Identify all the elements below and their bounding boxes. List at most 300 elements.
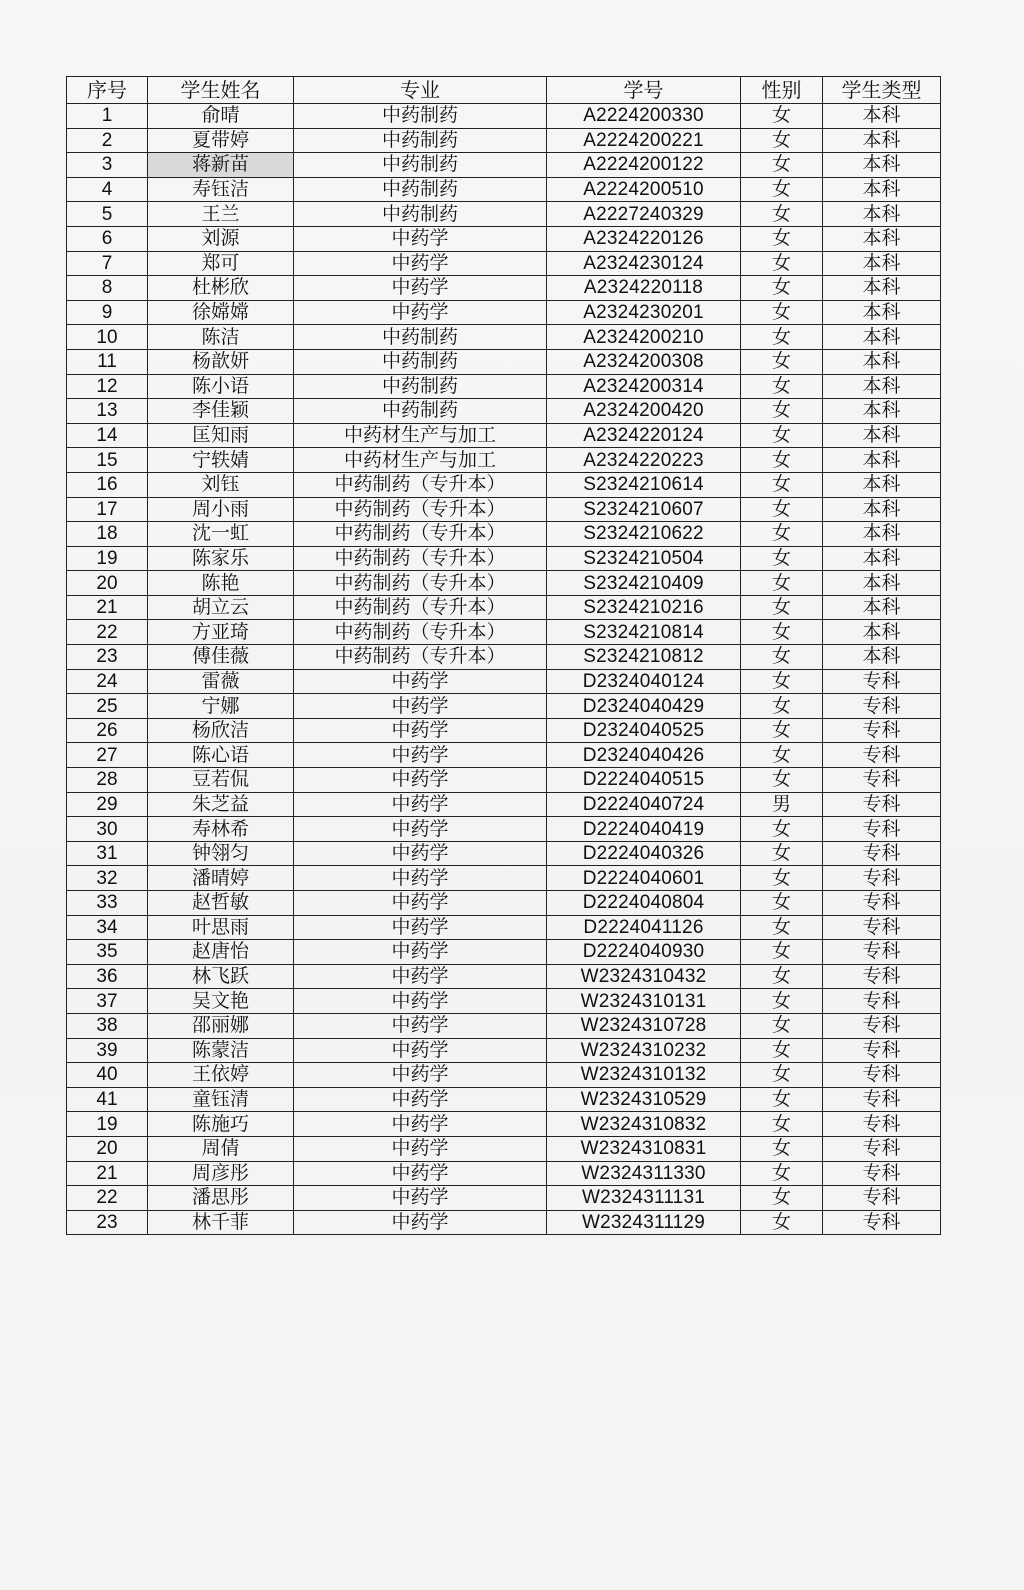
cell-gender: 女 xyxy=(741,251,823,276)
cell-seq: 32 xyxy=(67,866,148,891)
cell-student-id: W2324311129 xyxy=(547,1210,741,1235)
header-major: 专业 xyxy=(294,77,547,104)
cell-seq: 39 xyxy=(67,1038,148,1063)
table-row xyxy=(67,866,941,891)
cell-major: 中药学 xyxy=(294,792,547,817)
cell-student-type: 本科 xyxy=(823,497,941,522)
cell-student-name: 陈施巧 xyxy=(148,1112,294,1137)
cell-student-type: 本科 xyxy=(823,645,941,670)
cell-seq: 8 xyxy=(67,276,148,301)
cell-seq: 29 xyxy=(67,792,148,817)
cell-major: 中药学 xyxy=(294,1112,547,1137)
cell-gender: 女 xyxy=(741,104,823,129)
cell-student-type: 专科 xyxy=(823,792,941,817)
cell-student-type: 专科 xyxy=(823,817,941,842)
cell-seq: 15 xyxy=(67,448,148,473)
cell-seq: 18 xyxy=(67,522,148,547)
cell-student-id: A2224200510 xyxy=(547,177,741,202)
cell-seq: 37 xyxy=(67,989,148,1014)
cell-student-type: 专科 xyxy=(823,964,941,989)
cell-student-type: 本科 xyxy=(823,546,941,571)
cell-major: 中药学 xyxy=(294,1186,547,1211)
cell-student-type: 本科 xyxy=(823,595,941,620)
table-row xyxy=(67,1112,941,1137)
cell-gender: 女 xyxy=(741,399,823,424)
cell-seq: 24 xyxy=(67,669,148,694)
cell-student-name: 王依婷 xyxy=(148,1063,294,1088)
cell-gender: 女 xyxy=(741,423,823,448)
cell-student-name: 叶思雨 xyxy=(148,915,294,940)
cell-student-id: A2324220126 xyxy=(547,226,741,251)
cell-student-name: 杨歆妍 xyxy=(148,349,294,374)
cell-seq: 19 xyxy=(67,1112,148,1137)
cell-student-name: 林千菲 xyxy=(148,1210,294,1235)
cell-student-id: W2324310831 xyxy=(547,1136,741,1161)
cell-student-type: 本科 xyxy=(823,349,941,374)
cell-seq: 26 xyxy=(67,718,148,743)
cell-student-name: 杜彬欣 xyxy=(148,276,294,301)
cell-gender: 女 xyxy=(741,153,823,178)
cell-student-id: S2324210216 xyxy=(547,595,741,620)
cell-major: 中药制药（专升本） xyxy=(294,595,547,620)
cell-gender: 女 xyxy=(741,374,823,399)
cell-gender: 女 xyxy=(741,964,823,989)
cell-student-id: A2324230201 xyxy=(547,300,741,325)
cell-major: 中药制药 xyxy=(294,202,547,227)
cell-student-type: 本科 xyxy=(823,399,941,424)
cell-gender: 女 xyxy=(741,448,823,473)
cell-gender: 女 xyxy=(741,522,823,547)
table-row xyxy=(67,226,941,251)
table-row xyxy=(67,128,941,153)
cell-seq: 25 xyxy=(67,694,148,719)
cell-gender: 女 xyxy=(741,989,823,1014)
table-row xyxy=(67,669,941,694)
cell-seq: 22 xyxy=(67,1186,148,1211)
cell-gender: 女 xyxy=(741,1136,823,1161)
cell-major: 中药材生产与加工 xyxy=(294,448,547,473)
cell-major: 中药学 xyxy=(294,964,547,989)
table-row xyxy=(67,399,941,424)
cell-seq: 30 xyxy=(67,817,148,842)
cell-student-id: D2224040930 xyxy=(547,940,741,965)
table-row xyxy=(67,349,941,374)
cell-seq: 16 xyxy=(67,472,148,497)
cell-student-id: S2324210614 xyxy=(547,472,741,497)
cell-student-id: D2324040429 xyxy=(547,694,741,719)
cell-major: 中药制药（专升本） xyxy=(294,522,547,547)
cell-student-id: A2324200420 xyxy=(547,399,741,424)
cell-seq: 2 xyxy=(67,128,148,153)
cell-seq: 12 xyxy=(67,374,148,399)
cell-major: 中药学 xyxy=(294,915,547,940)
cell-student-id: W2324310728 xyxy=(547,1013,741,1038)
cell-major: 中药制药（专升本） xyxy=(294,571,547,596)
cell-major: 中药学 xyxy=(294,1038,547,1063)
table-row xyxy=(67,202,941,227)
cell-seq: 11 xyxy=(67,349,148,374)
cell-seq: 13 xyxy=(67,399,148,424)
cell-student-name: 寿林希 xyxy=(148,817,294,842)
cell-student-name: 豆若侃 xyxy=(148,768,294,793)
cell-major: 中药制药 xyxy=(294,349,547,374)
cell-seq: 27 xyxy=(67,743,148,768)
cell-student-id: A2324200210 xyxy=(547,325,741,350)
cell-gender: 女 xyxy=(741,571,823,596)
cell-student-name: 潘思彤 xyxy=(148,1186,294,1211)
table-row xyxy=(67,1063,941,1088)
table-row xyxy=(67,571,941,596)
cell-major: 中药学 xyxy=(294,817,547,842)
cell-student-type: 专科 xyxy=(823,768,941,793)
cell-student-name: 赵唐怡 xyxy=(148,940,294,965)
table-row xyxy=(67,718,941,743)
cell-major: 中药制药（专升本） xyxy=(294,645,547,670)
cell-student-id: A2324230124 xyxy=(547,251,741,276)
cell-gender: 女 xyxy=(741,669,823,694)
cell-seq: 40 xyxy=(67,1063,148,1088)
cell-student-type: 本科 xyxy=(823,128,941,153)
cell-student-type: 专科 xyxy=(823,1013,941,1038)
cell-student-type: 专科 xyxy=(823,915,941,940)
cell-student-type: 专科 xyxy=(823,940,941,965)
cell-student-id: D2224040724 xyxy=(547,792,741,817)
cell-student-name: 童钰清 xyxy=(148,1087,294,1112)
table-row xyxy=(67,792,941,817)
cell-student-name: 陈艳 xyxy=(148,571,294,596)
cell-student-name: 王兰 xyxy=(148,202,294,227)
cell-student-name: 刘源 xyxy=(148,226,294,251)
cell-major: 中药学 xyxy=(294,841,547,866)
cell-student-name: 陈洁 xyxy=(148,325,294,350)
table-body xyxy=(67,104,941,1235)
cell-student-type: 专科 xyxy=(823,1186,941,1211)
table-row xyxy=(67,940,941,965)
table-row xyxy=(67,915,941,940)
cell-student-type: 专科 xyxy=(823,866,941,891)
cell-gender: 女 xyxy=(741,645,823,670)
cell-student-type: 本科 xyxy=(823,325,941,350)
cell-student-name: 宁娜 xyxy=(148,694,294,719)
cell-student-type: 本科 xyxy=(823,276,941,301)
table-row xyxy=(67,104,941,129)
cell-student-name: 俞晴 xyxy=(148,104,294,129)
cell-major: 中药制药（专升本） xyxy=(294,472,547,497)
cell-student-name: 赵哲敏 xyxy=(148,891,294,916)
header-student-type: 学生类型 xyxy=(823,77,941,104)
cell-gender: 女 xyxy=(741,915,823,940)
cell-student-type: 专科 xyxy=(823,1063,941,1088)
cell-seq: 20 xyxy=(67,1136,148,1161)
cell-seq: 9 xyxy=(67,300,148,325)
cell-major: 中药学 xyxy=(294,300,547,325)
cell-student-id: D2324040124 xyxy=(547,669,741,694)
cell-major: 中药学 xyxy=(294,743,547,768)
cell-student-type: 本科 xyxy=(823,448,941,473)
table-row xyxy=(67,374,941,399)
cell-student-id: D2324040525 xyxy=(547,718,741,743)
cell-student-id: W2324310529 xyxy=(547,1087,741,1112)
cell-student-name: 陈心语 xyxy=(148,743,294,768)
cell-student-name: 匡知雨 xyxy=(148,423,294,448)
cell-student-name: 刘钰 xyxy=(148,472,294,497)
cell-student-id: S2324210622 xyxy=(547,522,741,547)
cell-student-name: 方亚琦 xyxy=(148,620,294,645)
table-row xyxy=(67,645,941,670)
cell-major: 中药制药 xyxy=(294,399,547,424)
cell-major: 中药学 xyxy=(294,694,547,719)
cell-gender: 女 xyxy=(741,1038,823,1063)
cell-student-type: 本科 xyxy=(823,300,941,325)
table-row xyxy=(67,891,941,916)
cell-student-name: 寿钰洁 xyxy=(148,177,294,202)
header-seq: 序号 xyxy=(67,77,148,104)
cell-student-name: 陈家乐 xyxy=(148,546,294,571)
cell-student-id: A2224200221 xyxy=(547,128,741,153)
cell-student-id: W2324311131 xyxy=(547,1186,741,1211)
cell-student-id: A2324220223 xyxy=(547,448,741,473)
table-row xyxy=(67,546,941,571)
cell-student-type: 专科 xyxy=(823,841,941,866)
cell-seq: 7 xyxy=(67,251,148,276)
table-row xyxy=(67,989,941,1014)
cell-gender: 女 xyxy=(741,300,823,325)
cell-student-name: 周倩 xyxy=(148,1136,294,1161)
cell-student-type: 本科 xyxy=(823,522,941,547)
cell-gender: 女 xyxy=(741,620,823,645)
table-row xyxy=(67,964,941,989)
cell-seq: 33 xyxy=(67,891,148,916)
cell-gender: 女 xyxy=(741,1112,823,1137)
cell-student-id: S2324210607 xyxy=(547,497,741,522)
table-row xyxy=(67,251,941,276)
cell-seq: 23 xyxy=(67,645,148,670)
cell-student-type: 本科 xyxy=(823,423,941,448)
cell-student-id: D2224040601 xyxy=(547,866,741,891)
cell-student-name: 潘晴婷 xyxy=(148,866,294,891)
cell-student-id: D2224040804 xyxy=(547,891,741,916)
cell-gender: 女 xyxy=(741,1210,823,1235)
cell-major: 中药学 xyxy=(294,1087,547,1112)
cell-student-name: 蒋新苗 xyxy=(148,153,294,178)
cell-gender: 女 xyxy=(741,817,823,842)
table-row xyxy=(67,595,941,620)
cell-student-type: 本科 xyxy=(823,251,941,276)
cell-student-id: W2324310832 xyxy=(547,1112,741,1137)
cell-major: 中药制药 xyxy=(294,325,547,350)
cell-major: 中药学 xyxy=(294,251,547,276)
cell-gender: 女 xyxy=(741,546,823,571)
cell-major: 中药学 xyxy=(294,226,547,251)
cell-student-type: 专科 xyxy=(823,718,941,743)
cell-major: 中药学 xyxy=(294,1210,547,1235)
cell-student-id: D2224040515 xyxy=(547,768,741,793)
table-row xyxy=(67,177,941,202)
table-header-row xyxy=(67,77,941,104)
cell-student-name: 邵丽娜 xyxy=(148,1013,294,1038)
cell-gender: 女 xyxy=(741,1013,823,1038)
table-row xyxy=(67,841,941,866)
cell-gender: 女 xyxy=(741,768,823,793)
cell-student-id: A2224200330 xyxy=(547,104,741,129)
cell-major: 中药制药（专升本） xyxy=(294,497,547,522)
cell-seq: 5 xyxy=(67,202,148,227)
student-roster-table xyxy=(66,76,941,1235)
cell-student-id: A2227240329 xyxy=(547,202,741,227)
cell-student-id: D2324040426 xyxy=(547,743,741,768)
header-student-id: 学号 xyxy=(547,77,741,104)
cell-seq: 36 xyxy=(67,964,148,989)
cell-major: 中药学 xyxy=(294,891,547,916)
cell-student-id: A2224200122 xyxy=(547,153,741,178)
cell-seq: 1 xyxy=(67,104,148,129)
cell-gender: 女 xyxy=(741,472,823,497)
cell-student-id: D2224040419 xyxy=(547,817,741,842)
table-row xyxy=(67,497,941,522)
cell-major: 中药材生产与加工 xyxy=(294,423,547,448)
cell-student-name: 周小雨 xyxy=(148,497,294,522)
table-row xyxy=(67,817,941,842)
cell-gender: 女 xyxy=(741,743,823,768)
cell-gender: 女 xyxy=(741,891,823,916)
cell-student-type: 专科 xyxy=(823,743,941,768)
cell-seq: 23 xyxy=(67,1210,148,1235)
table-row xyxy=(67,1013,941,1038)
cell-seq: 22 xyxy=(67,620,148,645)
cell-student-type: 专科 xyxy=(823,1038,941,1063)
cell-student-type: 专科 xyxy=(823,694,941,719)
cell-student-name: 朱芝益 xyxy=(148,792,294,817)
cell-student-name: 雷薇 xyxy=(148,669,294,694)
table-row xyxy=(67,1210,941,1235)
cell-seq: 3 xyxy=(67,153,148,178)
cell-student-id: A2324200308 xyxy=(547,349,741,374)
cell-student-type: 本科 xyxy=(823,153,941,178)
cell-student-type: 本科 xyxy=(823,177,941,202)
cell-seq: 21 xyxy=(67,595,148,620)
cell-student-id: S2324210814 xyxy=(547,620,741,645)
cell-student-type: 本科 xyxy=(823,226,941,251)
cell-gender: 女 xyxy=(741,866,823,891)
cell-major: 中药学 xyxy=(294,1063,547,1088)
cell-student-type: 本科 xyxy=(823,374,941,399)
cell-seq: 20 xyxy=(67,571,148,596)
cell-gender: 女 xyxy=(741,349,823,374)
cell-gender: 女 xyxy=(741,718,823,743)
cell-gender: 女 xyxy=(741,128,823,153)
cell-major: 中药制药（专升本） xyxy=(294,620,547,645)
cell-student-type: 专科 xyxy=(823,1210,941,1235)
table-row xyxy=(67,1161,941,1186)
cell-student-type: 专科 xyxy=(823,1136,941,1161)
cell-gender: 女 xyxy=(741,276,823,301)
cell-student-id: S2324210504 xyxy=(547,546,741,571)
cell-student-name: 徐嫦嫦 xyxy=(148,300,294,325)
cell-major: 中药学 xyxy=(294,866,547,891)
cell-student-id: A2324200314 xyxy=(547,374,741,399)
cell-gender: 女 xyxy=(741,694,823,719)
cell-student-type: 本科 xyxy=(823,620,941,645)
cell-gender: 女 xyxy=(741,1161,823,1186)
cell-student-id: A2324220124 xyxy=(547,423,741,448)
table-row xyxy=(67,694,941,719)
table-row xyxy=(67,153,941,178)
cell-major: 中药学 xyxy=(294,940,547,965)
cell-student-id: W2324311330 xyxy=(547,1161,741,1186)
cell-gender: 女 xyxy=(741,1063,823,1088)
table-row xyxy=(67,472,941,497)
cell-gender: 男 xyxy=(741,792,823,817)
cell-student-name: 陈小语 xyxy=(148,374,294,399)
cell-seq: 17 xyxy=(67,497,148,522)
cell-student-name: 沈一虹 xyxy=(148,522,294,547)
cell-student-id: S2324210409 xyxy=(547,571,741,596)
cell-seq: 31 xyxy=(67,841,148,866)
cell-seq: 10 xyxy=(67,325,148,350)
cell-gender: 女 xyxy=(741,226,823,251)
cell-student-id: S2324210812 xyxy=(547,645,741,670)
cell-major: 中药制药 xyxy=(294,153,547,178)
cell-student-name: 钟翎匀 xyxy=(148,841,294,866)
cell-gender: 女 xyxy=(741,325,823,350)
cell-major: 中药学 xyxy=(294,669,547,694)
cell-seq: 41 xyxy=(67,1087,148,1112)
cell-seq: 21 xyxy=(67,1161,148,1186)
table-row xyxy=(67,325,941,350)
cell-student-type: 专科 xyxy=(823,669,941,694)
cell-student-name: 杨欣洁 xyxy=(148,718,294,743)
cell-major: 中药学 xyxy=(294,718,547,743)
cell-student-name: 夏带婷 xyxy=(148,128,294,153)
cell-student-name: 陈蒙洁 xyxy=(148,1038,294,1063)
cell-student-id: A2324220118 xyxy=(547,276,741,301)
cell-gender: 女 xyxy=(741,177,823,202)
table-row xyxy=(67,522,941,547)
cell-student-type: 专科 xyxy=(823,1087,941,1112)
cell-gender: 女 xyxy=(741,497,823,522)
cell-student-name: 郑可 xyxy=(148,251,294,276)
table-row xyxy=(67,1087,941,1112)
header-gender: 性别 xyxy=(741,77,823,104)
cell-seq: 38 xyxy=(67,1013,148,1038)
cell-major: 中药学 xyxy=(294,1161,547,1186)
cell-gender: 女 xyxy=(741,940,823,965)
cell-student-name: 吴文艳 xyxy=(148,989,294,1014)
table-row xyxy=(67,448,941,473)
cell-student-name: 林飞跃 xyxy=(148,964,294,989)
table-row xyxy=(67,743,941,768)
cell-student-name: 李佳颖 xyxy=(148,399,294,424)
cell-student-type: 专科 xyxy=(823,1161,941,1186)
cell-gender: 女 xyxy=(741,841,823,866)
cell-gender: 女 xyxy=(741,1186,823,1211)
table-row xyxy=(67,1038,941,1063)
cell-seq: 28 xyxy=(67,768,148,793)
table-row xyxy=(67,1136,941,1161)
cell-student-id: D2224041126 xyxy=(547,915,741,940)
cell-student-type: 本科 xyxy=(823,571,941,596)
table-row xyxy=(67,768,941,793)
table-row xyxy=(67,276,941,301)
cell-student-id: W2324310432 xyxy=(547,964,741,989)
cell-seq: 14 xyxy=(67,423,148,448)
cell-student-type: 专科 xyxy=(823,891,941,916)
cell-seq: 6 xyxy=(67,226,148,251)
cell-student-type: 本科 xyxy=(823,104,941,129)
cell-student-name: 周彦彤 xyxy=(148,1161,294,1186)
cell-gender: 女 xyxy=(741,1087,823,1112)
cell-gender: 女 xyxy=(741,595,823,620)
